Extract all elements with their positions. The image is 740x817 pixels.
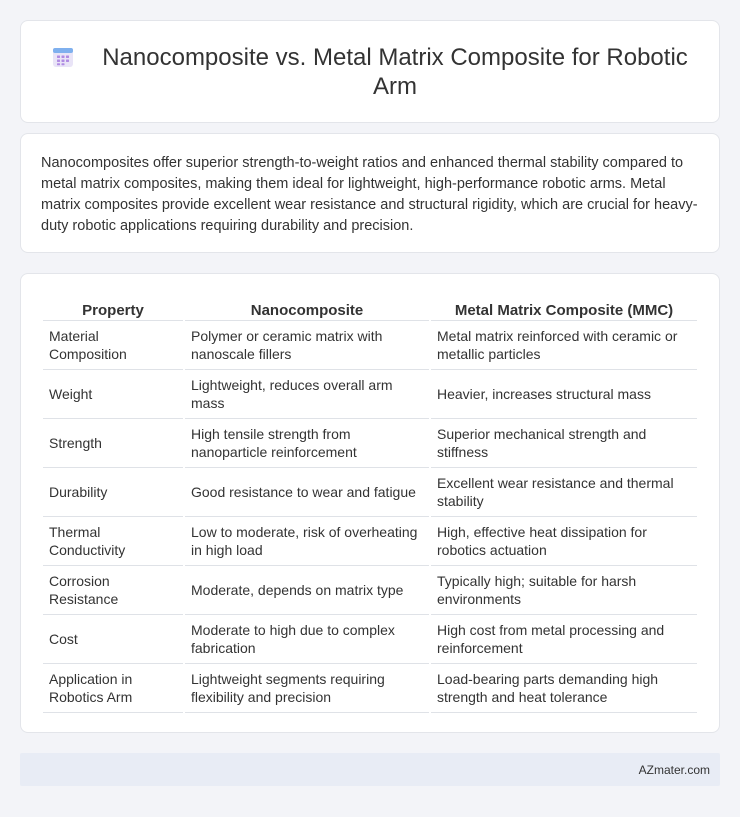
property-cell: Strength [43,419,183,468]
comparison-table-card [20,273,720,733]
mmc-cell: Excellent wear resistance and thermal stability [431,468,697,517]
mmc-cell: Load-bearing parts demanding high strength and heat tolerance [431,664,697,713]
comparison-table [41,293,699,713]
nanocomposite-cell: Moderate to high due to complex fabrication [185,615,429,664]
table-row [43,664,697,713]
mmc-cell: Typically high; suitable for harsh environments [431,566,697,615]
intro-card [20,133,720,253]
property-cell: Thermal Conductivity [43,517,183,566]
table-row [43,566,697,615]
table-header-row [43,293,697,321]
nanocomposite-cell: Polymer or ceramic matrix with nanoscale fillers [185,321,429,370]
calendar-grid-icon [51,45,75,69]
page-title: Nanocomposite vs. Metal Matrix Composite for Robotic Arm [102,43,688,100]
property-cell: Application in Robotics Arm [43,664,183,713]
header [51,21,699,122]
nanocomposite-cell: High tensile strength from nanoparticle reinforcement [185,419,429,468]
footer-site-link[interactable]: AZmater.com [638,762,710,777]
mmc-cell: High cost from metal processing and reinforcement [431,615,697,664]
header-property: Property [43,293,183,321]
intro-text: Nanocomposites offer superior strength-to-weight ratios and enhanced thermal stability compared to metal matrix composites, making them ideal for lightweight, high-performance robotic arms. Metal matrix composites provide excellent wear resistance and structural rigidity, which are crucial for heavy-duty robotic applications requiring durability and precision. [41,155,698,234]
nanocomposite-cell: Low to moderate, risk of overheating in high load [185,517,429,566]
table-row [43,517,697,566]
header-mmc: Metal Matrix Composite (MMC) [431,293,697,321]
property-cell: Cost [43,615,183,664]
table-row [43,321,697,370]
nanocomposite-cell: Lightweight, reduces overall arm mass [185,370,429,419]
property-cell: Durability [43,468,183,517]
table-row [43,419,697,468]
nanocomposite-cell: Good resistance to wear and fatigue [185,468,429,517]
header-card [20,20,720,123]
nanocomposite-cell: Moderate, depends on matrix type [185,566,429,615]
property-cell: Weight [43,370,183,419]
mmc-cell: Metal matrix reinforced with ceramic or metallic particles [431,321,697,370]
property-cell: Corrosion Resistance [43,566,183,615]
table-row [43,370,697,419]
mmc-cell: Superior mechanical strength and stiffness [431,419,697,468]
mmc-cell: High, effective heat dissipation for robotics actuation [431,517,697,566]
footer [20,753,720,786]
table-row [43,468,697,517]
nanocomposite-cell: Lightweight segments requiring flexibility and precision [185,664,429,713]
header-nanocomposite: Nanocomposite [185,293,429,321]
property-cell: Material Composition [43,321,183,370]
mmc-cell: Heavier, increases structural mass [431,370,697,419]
table-row [43,615,697,664]
